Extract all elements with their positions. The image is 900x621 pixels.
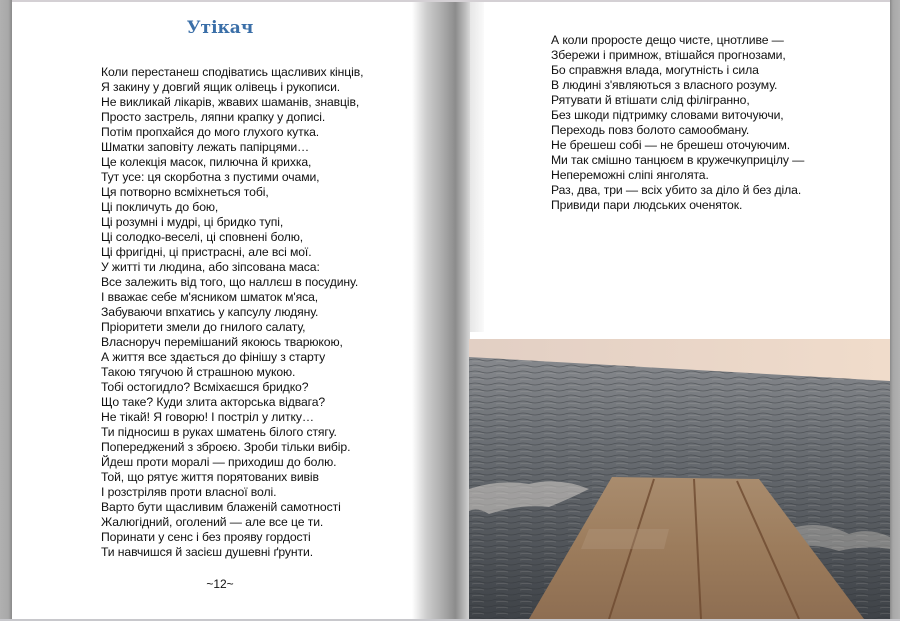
poem-line: А життя все здається до фінішу з старту — [101, 350, 326, 364]
pier-light-patch — [581, 529, 669, 549]
photo-illustration — [469, 339, 890, 619]
poem-line: Йдеш проти моралі — приходиш до болю. — [101, 455, 337, 469]
poem-line: Тут усе: ця скорботна з пустими очами, — [101, 170, 320, 184]
poem-line: Це колекція масок, пилючна й крихка, — [101, 155, 312, 169]
poem-line: Варто бути щасливим блаженій самотності — [101, 500, 341, 514]
poem-line: Я закину у довгий ящик олівець і рукописи. — [101, 80, 341, 94]
poem-line: Той, що рятує життя порятованих вивів — [101, 470, 319, 484]
poem-line: Привиди пари людських оченяток. — [551, 198, 743, 212]
poem-left-text — [101, 65, 363, 560]
poem-line: А коли проросте дещо чисте, цнотливе — — [551, 33, 784, 47]
book-spine-shadow — [412, 2, 470, 619]
poem-line: У житті ти людина, або зіпсована маса: — [101, 260, 320, 274]
poem-line: Бо справжня влада, могутність і сила — [551, 63, 759, 77]
poem-line: В людині з'являються з власного розуму. — [551, 78, 778, 92]
poem-line: Власноруч перемішаний якоюсь тварюкою, — [101, 335, 343, 349]
poem-line: Раз, два, три — всіх убито за діло й без діла. — [551, 183, 802, 197]
poem-line: Поринати у сенс і без прояву гордості — [101, 530, 311, 544]
poem-line: Не викликай лікарів, жвавих шаманів, знавців, — [101, 95, 360, 109]
poem-line: Ці розумні і мудрі, ці бридко тупі, — [101, 215, 284, 229]
poem-line: Ці фригідні, ці пристрасні, але всі мої. — [101, 245, 312, 259]
poem-line: Забуваючи впхатись у капсулу людяну. — [101, 305, 319, 319]
poem-line: Непереможні сліпі янголята. — [551, 168, 709, 182]
poem-line: Шматки заповіту лежать папірцями… — [101, 140, 310, 154]
poem-line: Без шкоди підтримку словами виточуючи, — [551, 108, 784, 122]
poem-line: Ти підносиш в руках шматень білого стягу. — [101, 425, 337, 439]
poem-line: Попереджений з зброєю. Зроби тільки вибір. — [101, 440, 351, 454]
poem-right-text — [551, 33, 804, 213]
poem-line: Збережи і примнож, втішайся прогнозами, — [551, 48, 786, 62]
right-page-inner-shade — [470, 2, 484, 332]
pier-sea-photo — [469, 339, 890, 619]
poem-line: Ти навчишся й засієш душевні ґрунти. — [101, 545, 314, 559]
poem-line: Тобі остогидло? Всміхаєшся бридко? — [101, 380, 309, 394]
poem-line: Потім пропхайся до мого глухого кутка. — [101, 125, 320, 139]
poem-line: Що таке? Куди злита акторська відвага? — [101, 395, 326, 409]
poem-line: Ми так смішно танцюєм в кружечкуприцілу — — [551, 153, 805, 167]
poem-line: Просто застрель, ляпни крапку у дописі. — [101, 110, 326, 124]
page-number: ~12~ — [206, 577, 234, 591]
poem-line: Переходь повз болото самообману. — [551, 123, 750, 137]
poem-line: Коли перестанеш сподіватись щасливих кінців, — [101, 65, 364, 79]
poem-line: І розстріляв проти власної волі. — [101, 485, 277, 499]
poem-line: Все залежить від того, що наллєш в посудину. — [101, 275, 359, 289]
poem-line: Ці солодко-веселі, ці сповнені болю, — [101, 230, 304, 244]
poem-line: І вважає себе м'ясником шматок м'яса, — [101, 290, 319, 304]
poem-line: Такою тягучою й страшною мукою. — [101, 365, 296, 379]
poem-line: Пріоритети змели до гнилого салату, — [101, 320, 306, 334]
left-page-edge — [0, 0, 12, 621]
poem-line: Не тікай! Я говорю! І постріл у литку… — [101, 410, 314, 424]
poem-line: Ця потворно всміхнеться тобі, — [101, 185, 269, 199]
poem-line: Не брешеш собі — не брешеш оточуючим. — [551, 138, 791, 152]
poem-line: Ці покличуть до бою, — [101, 200, 219, 214]
poem-line: Рятувати й втішати слід філігранно, — [551, 93, 750, 107]
poem-line: Жалюгідний, оголений — але все це ти. — [101, 515, 324, 529]
right-page-edge — [890, 0, 900, 621]
poem-title: Утікач — [186, 18, 254, 38]
